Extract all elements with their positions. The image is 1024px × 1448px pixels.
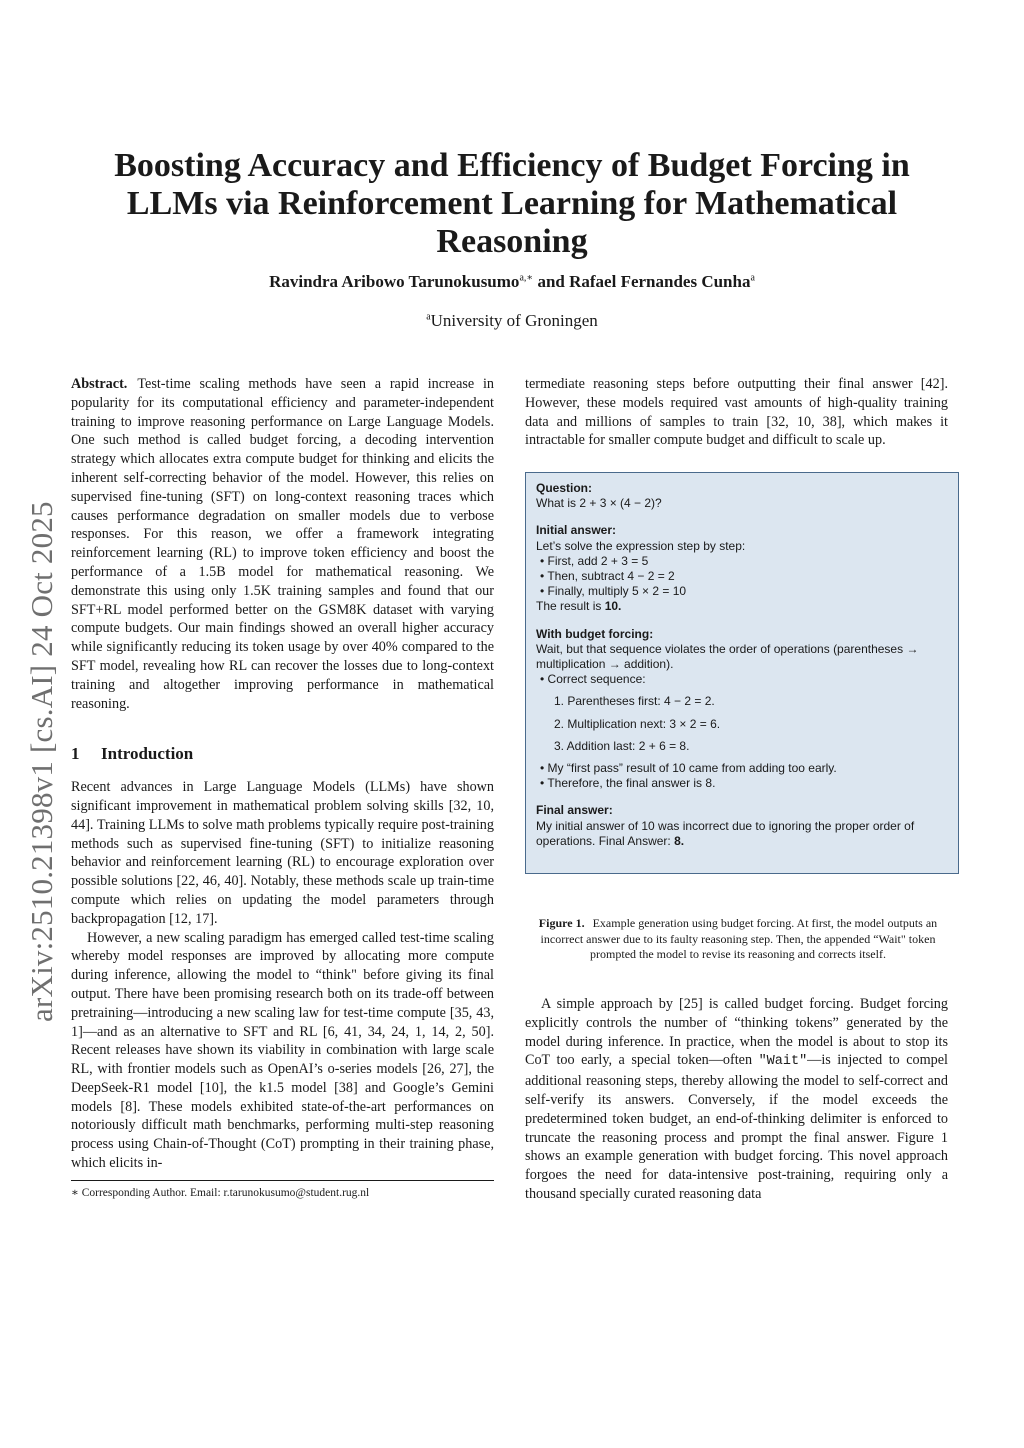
bf-text-post: —is injected to compel additional reasoning steps, thereby allowing the model to self-correct and self-verify its answers. Conversely, if the model exceeds the predetermined token budget, an end-of-thinking delimiter is enforced to truncate the reasoning process and prompt the final answer. Figure 1 shows an example generation with budget forcing. This novel approach forgoes the need for data-intensive post-training, requiring only a thousand specially curated reasoning data — [525, 1052, 948, 1202]
section-heading-introduction — [71, 745, 494, 764]
budget-forcing-label: With budget forcing: — [536, 626, 654, 641]
caption-label: Figure 1. — [538, 916, 585, 930]
author-2-affil: a — [750, 272, 755, 284]
bf-text-pre: A simple approach by [25] is called budget forcing. Budget forcing explicitly controls the number of “thinking tokens” generated by the model during inference. In practice, when the model is about to stop its CoT too early, a special token—often — [525, 996, 948, 1069]
budget-forcing-paragraph — [525, 995, 948, 1204]
caption-text: Example generation using budget forcing. At first, the model outputs an incorrect answer due to its faulty reasoning step. Then, the appended “Wait" token prompted the model to revise its reasoning and corrects itself. — [540, 916, 938, 961]
section-title: Introduction — [101, 744, 194, 764]
figure-1-caption — [530, 916, 946, 963]
author-1-affil: a,∗ — [519, 272, 534, 284]
right-column-bottom — [525, 995, 948, 1204]
author-1: Ravindra Aribowo Tarunokusumo — [269, 272, 520, 291]
initial-step: • Then, subtract 4 − 2 = 2 — [540, 569, 675, 584]
wait-token: "Wait" — [758, 1054, 808, 1070]
intro-paragraph-1: Recent advances in Large Language Models (LLMs) have shown significant improvement in mathematical problem solving skills [32, 10, 44]. Training LLMs to solve math problems typically require post-training methods such as supervised fine-tuning (SFT) to initialize reasoning behavior and reinforcement learning (RL) to encourage exploration over possible solutions [22, 46, 40]. Notably, these methods scale up train-time compute which relies on updating the model parameters through backpropagation [12, 17]. — [71, 779, 494, 927]
arxiv-id: arXiv:2510.21398v1 [cs.AI] 24 Oct 2025 — [24, 501, 59, 1022]
initial-intro: Let’s solve the expression step by step: — [536, 538, 746, 553]
result-value: 10. — [604, 599, 622, 614]
initial-result — [536, 599, 948, 614]
question-text: What is 2 + 3 × (4 − 2)? — [536, 496, 662, 511]
footnote-rule — [71, 1180, 494, 1181]
initial-answer-label: Initial answer: — [536, 523, 617, 538]
arxiv-margin-stamp — [22, 432, 62, 1022]
affiliation-name: University of Groningen — [430, 311, 598, 330]
final-answer-text — [536, 819, 948, 849]
paper-title: Boosting Accuracy and Efficiency of Budget Forcing in LLMs via Reinforcement Learning for Mathematical Reasoning — [114, 147, 910, 260]
question-label: Question: — [536, 481, 592, 495]
budget-forcing-text: Wait, but that sequence violates the order of operations (parentheses → multiplication → addition). — [536, 641, 919, 672]
abstract — [71, 375, 494, 713]
initial-step: • Finally, multiply 5 × 2 = 10 — [540, 584, 687, 599]
intro-paragraph-2-continued: termediate reasoning steps before outputting their final answer [42]. However, these models required vast amounts of high-quality training data and millions of samples to train [32, 10, 38], which makes it intractable for smaller compute budget and difficult to scale up. — [525, 376, 948, 449]
final-value: 8. — [674, 833, 685, 848]
intro-paragraph-2: However, a new scaling paradigm has emerged called test-time scaling whereby model responses are improved by allocating more compute during inference, allowing the model to “think" before giving its final output. There have been promising research both on its trade-off between pretraining—introducing a new scaling law for test-time compute [35, 43, 1]—and as an alternative to SFT and RL [6, 41, 34, 24, 1, 14, 2, 50]. Recent releases have shown its viability in combination with large scale RL, with frontier models such as OpenAI’s o-series models [26, 27], the DeepSeek-R1 model [10], the k1.5 model [38] and Google’s Gemini models [8]. These models exhibited state-of-the-art performances on notoriously difficult math benchmarks, performing multi-step reasoning process using Chain-of-Thought (CoT) prompting in their training phase, which elicits in- — [71, 929, 494, 1172]
right-column-top — [525, 375, 948, 450]
final-text: My initial answer of 10 was incorrect due to ignoring the proper order of operations. Final Answer: — [536, 818, 915, 848]
correct-sequence-label: • Correct sequence: — [540, 672, 646, 687]
after-bullet: • Therefore, the final answer is 8. — [540, 776, 716, 791]
numbered-step: 1. Parentheses first: 4 − 2 = 2. — [554, 694, 715, 709]
left-column — [71, 375, 494, 1173]
abstract-label: Abstract. — [71, 376, 128, 392]
author-line — [80, 272, 944, 292]
numbered-step: 2. Multiplication next: 3 × 2 = 6. — [554, 716, 721, 731]
affiliation — [80, 311, 944, 331]
author-2: Rafael Fernandes Cunha — [569, 272, 751, 291]
initial-step: • First, add 2 + 3 = 5 — [540, 553, 649, 568]
footnote: ∗ Corresponding Author. Email: r.tarunokusumo@student.rug.nl — [71, 1187, 370, 1199]
after-bullet: • My “first pass” result of 10 came from adding too early. — [540, 761, 837, 776]
section-number: 1 — [71, 744, 80, 764]
figure-1-box — [525, 472, 959, 874]
author-and: and — [537, 272, 565, 291]
affiliation-sup: a — [426, 311, 431, 323]
abstract-text: Test-time scaling methods have seen a rapid increase in popularity for its computational efficiency and parameter-independent training to improve reasoning performance on Large Language Models. One such method is called budget forcing, a decoding intervention strategy which allocates extra compute budget for thinking and elicits the inherent self-correcting behavior of the model. However, this relies on supervised fine-tuning (SFT) on long-context reasoning traces which causes performance degradation on smaller models due to verbose responses. For this reason, we offer a framework integrating reinforcement learning (RL) to improve token efficiency and boost the performance of a 1.5B model for mathematical reasoning. We demonstrate this using only 1.5K training samples and found that our SFT+RL model performed better on the GSM8K dataset with varying compute budgets. Our main findings showed an overall higher accuracy while significantly reducing its token usage by over 40% compared to the SFT model, revealing how RL can recover the losses due to long-context training and altogether improving performance in mathematical reasoning. — [71, 376, 494, 712]
result-prefix: The result is — [536, 599, 605, 614]
final-answer-label: Final answer: — [536, 803, 613, 818]
numbered-step: 3. Addition last: 2 + 6 = 8. — [554, 738, 690, 753]
